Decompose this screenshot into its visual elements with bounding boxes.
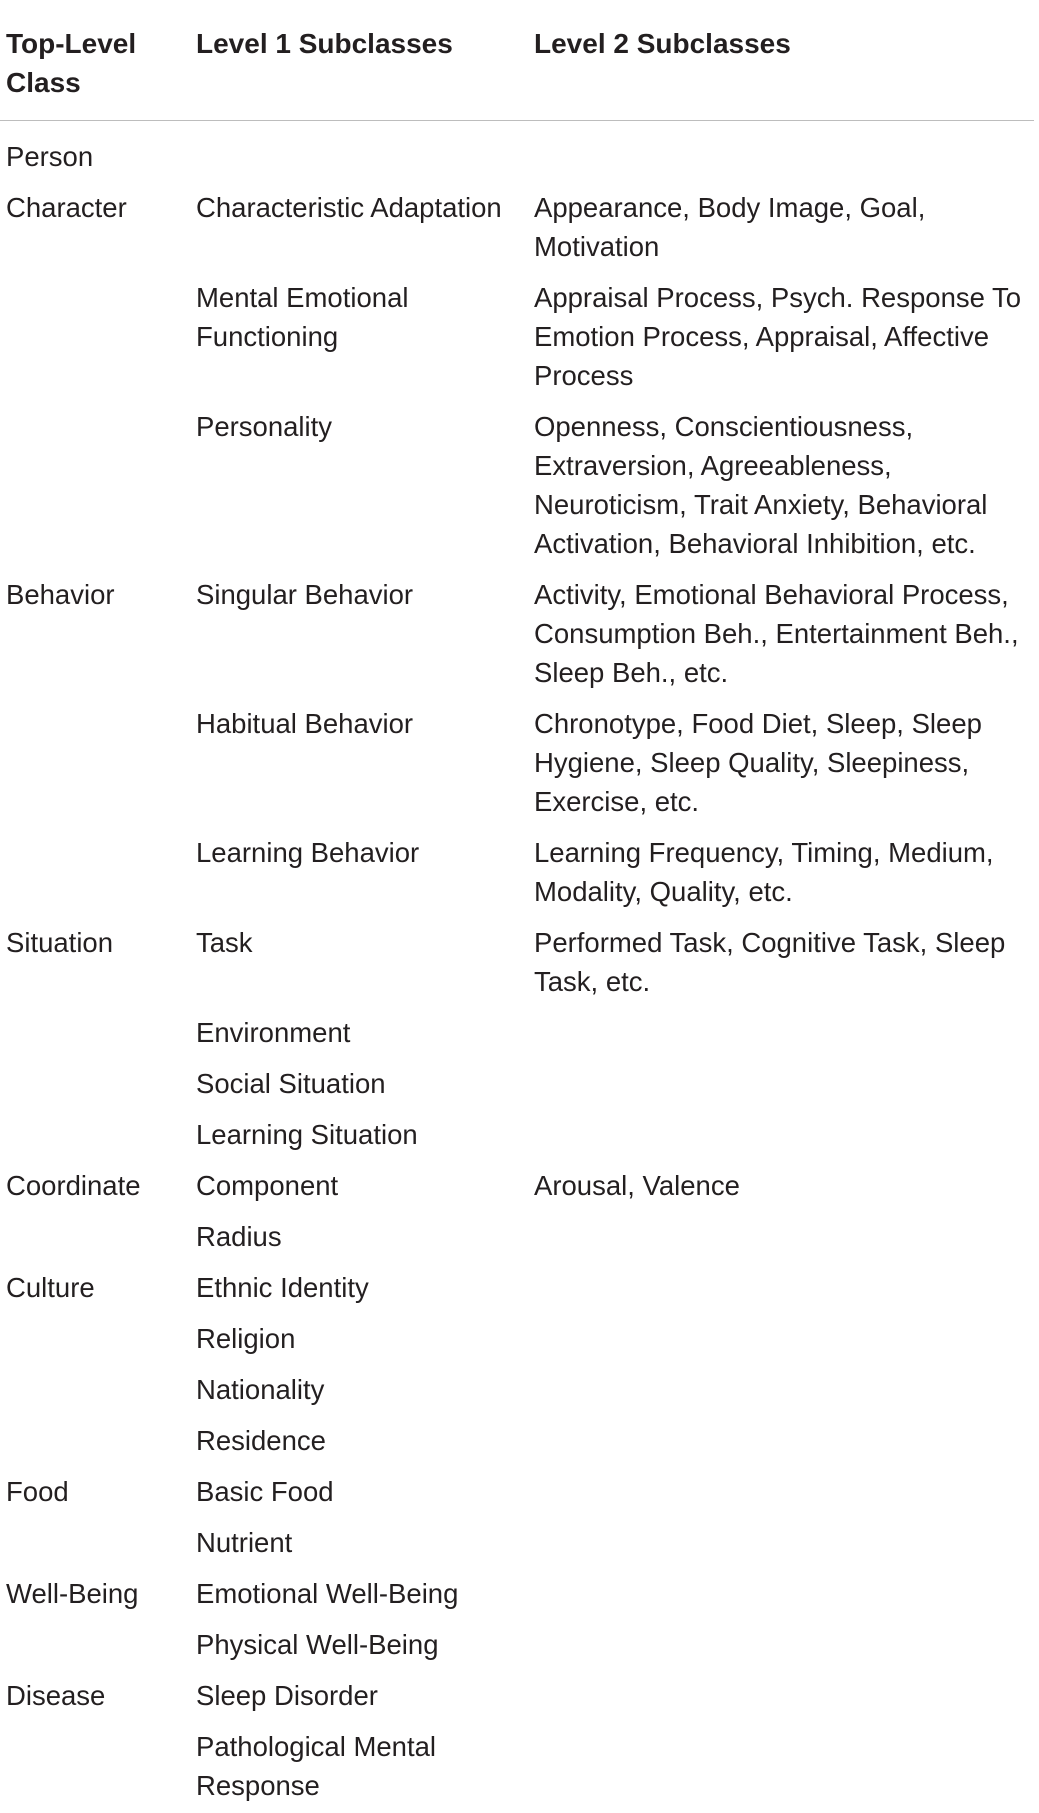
level-1-subclass-cell: Singular Behavior (190, 571, 528, 700)
table-row (0, 121, 1034, 185)
level-1-subclass-cell: Emotional Well-Being (190, 1570, 528, 1621)
level-2-subclass-cell (528, 1417, 1034, 1468)
table-row (0, 1213, 1034, 1264)
level-2-subclass-cell (528, 1621, 1034, 1672)
top-level-class-cell: Character (0, 184, 190, 274)
top-level-class-cell (0, 1060, 190, 1111)
top-level-class-cell (0, 1009, 190, 1060)
table-body (0, 121, 1034, 1813)
level-2-subclass-cell: Openness, Conscientiousness, Extraversion, Agreeableness, Neuroticism, Trait Anxiety, Behavioral Activation, Behavioral Inhibition, etc. (528, 403, 1034, 571)
level-2-subclass-cell: Activity, Emotional Behavioral Process, Consumption Beh., Entertainment Beh., Sleep Beh., etc. (528, 571, 1034, 700)
table-row (0, 1162, 1034, 1213)
level-1-subclass-cell: Nutrient (190, 1519, 528, 1570)
top-level-class-cell (0, 1723, 190, 1813)
top-level-class-cell (0, 700, 190, 829)
table-row (0, 919, 1034, 1009)
class-hierarchy-table (0, 14, 1034, 1813)
level-1-subclass-cell: Personality (190, 403, 528, 571)
table-row (0, 1417, 1034, 1468)
level-1-subclass-cell: Religion (190, 1315, 528, 1366)
level-2-subclass-cell (528, 121, 1034, 185)
top-level-class-cell: Coordinate (0, 1162, 190, 1213)
level-2-subclass-cell: Appraisal Process, Psych. Response To Emotion Process, Appraisal, Affective Process (528, 274, 1034, 403)
table-row (0, 403, 1034, 571)
level-2-subclass-cell (528, 1111, 1034, 1162)
top-level-class-cell (0, 1315, 190, 1366)
level-1-subclass-cell: Mental Emotional Functioning (190, 274, 528, 403)
top-level-class-cell (0, 1519, 190, 1570)
level-1-subclass-cell: Ethnic Identity (190, 1264, 528, 1315)
top-level-class-cell: Situation (0, 919, 190, 1009)
header-level-2-subclasses: Level 2 Subclasses (528, 14, 1034, 121)
top-level-class-cell (0, 829, 190, 919)
level-1-subclass-cell: Component (190, 1162, 528, 1213)
level-2-subclass-cell: Chronotype, Food Diet, Sleep, Sleep Hygiene, Sleep Quality, Sleepiness, Exercise, etc. (528, 700, 1034, 829)
level-1-subclass-cell: Basic Food (190, 1468, 528, 1519)
top-level-class-cell: Person (0, 121, 190, 185)
table-row (0, 1672, 1034, 1723)
level-1-subclass-cell (190, 121, 528, 185)
level-1-subclass-cell: Habitual Behavior (190, 700, 528, 829)
level-2-subclass-cell (528, 1570, 1034, 1621)
level-1-subclass-cell: Radius (190, 1213, 528, 1264)
header-level-1-subclasses: Level 1 Subclasses (190, 14, 528, 121)
table-row (0, 1570, 1034, 1621)
table-row (0, 1621, 1034, 1672)
table-row (0, 1009, 1034, 1060)
top-level-class-cell (0, 1111, 190, 1162)
level-1-subclass-cell: Pathological Mental Response (190, 1723, 528, 1813)
level-1-subclass-cell: Physical Well-Being (190, 1621, 528, 1672)
top-level-class-cell (0, 274, 190, 403)
table-row (0, 1519, 1034, 1570)
table-header (0, 14, 1034, 121)
table-row (0, 571, 1034, 700)
top-level-class-cell (0, 1213, 190, 1264)
top-level-class-cell: Well-Being (0, 1570, 190, 1621)
level-1-subclass-cell: Social Situation (190, 1060, 528, 1111)
table-row (0, 184, 1034, 274)
table-row (0, 1111, 1034, 1162)
level-2-subclass-cell (528, 1315, 1034, 1366)
level-2-subclass-cell (528, 1468, 1034, 1519)
top-level-class-cell (0, 1417, 190, 1468)
top-level-class-cell (0, 1366, 190, 1417)
level-1-subclass-cell: Characteristic Adaptation (190, 184, 528, 274)
level-2-subclass-cell (528, 1672, 1034, 1723)
top-level-class-cell: Behavior (0, 571, 190, 700)
level-2-subclass-cell (528, 1519, 1034, 1570)
level-1-subclass-cell: Environment (190, 1009, 528, 1060)
table-row (0, 829, 1034, 919)
level-2-subclass-cell (528, 1213, 1034, 1264)
level-1-subclass-cell: Sleep Disorder (190, 1672, 528, 1723)
level-2-subclass-cell (528, 1009, 1034, 1060)
top-level-class-cell: Food (0, 1468, 190, 1519)
top-level-class-cell (0, 403, 190, 571)
level-2-subclass-cell: Performed Task, Cognitive Task, Sleep Task, etc. (528, 919, 1034, 1009)
level-1-subclass-cell: Learning Behavior (190, 829, 528, 919)
level-2-subclass-cell: Arousal, Valence (528, 1162, 1034, 1213)
table-row (0, 1468, 1034, 1519)
level-2-subclass-cell (528, 1723, 1034, 1813)
header-top-level-class: Top-Level Class (0, 14, 190, 121)
level-2-subclass-cell: Learning Frequency, Timing, Medium, Modality, Quality, etc. (528, 829, 1034, 919)
table-row (0, 274, 1034, 403)
table-row (0, 1264, 1034, 1315)
table-row (0, 1723, 1034, 1813)
table-row (0, 1315, 1034, 1366)
level-2-subclass-cell: Appearance, Body Image, Goal, Motivation (528, 184, 1034, 274)
level-2-subclass-cell (528, 1264, 1034, 1315)
level-1-subclass-cell: Residence (190, 1417, 528, 1468)
level-1-subclass-cell: Task (190, 919, 528, 1009)
table-row (0, 700, 1034, 829)
top-level-class-cell: Disease (0, 1672, 190, 1723)
top-level-class-cell: Culture (0, 1264, 190, 1315)
level-1-subclass-cell: Nationality (190, 1366, 528, 1417)
header-row (0, 14, 1034, 121)
table-row (0, 1060, 1034, 1111)
level-2-subclass-cell (528, 1366, 1034, 1417)
level-2-subclass-cell (528, 1060, 1034, 1111)
table-row (0, 1366, 1034, 1417)
level-1-subclass-cell: Learning Situation (190, 1111, 528, 1162)
top-level-class-cell (0, 1621, 190, 1672)
